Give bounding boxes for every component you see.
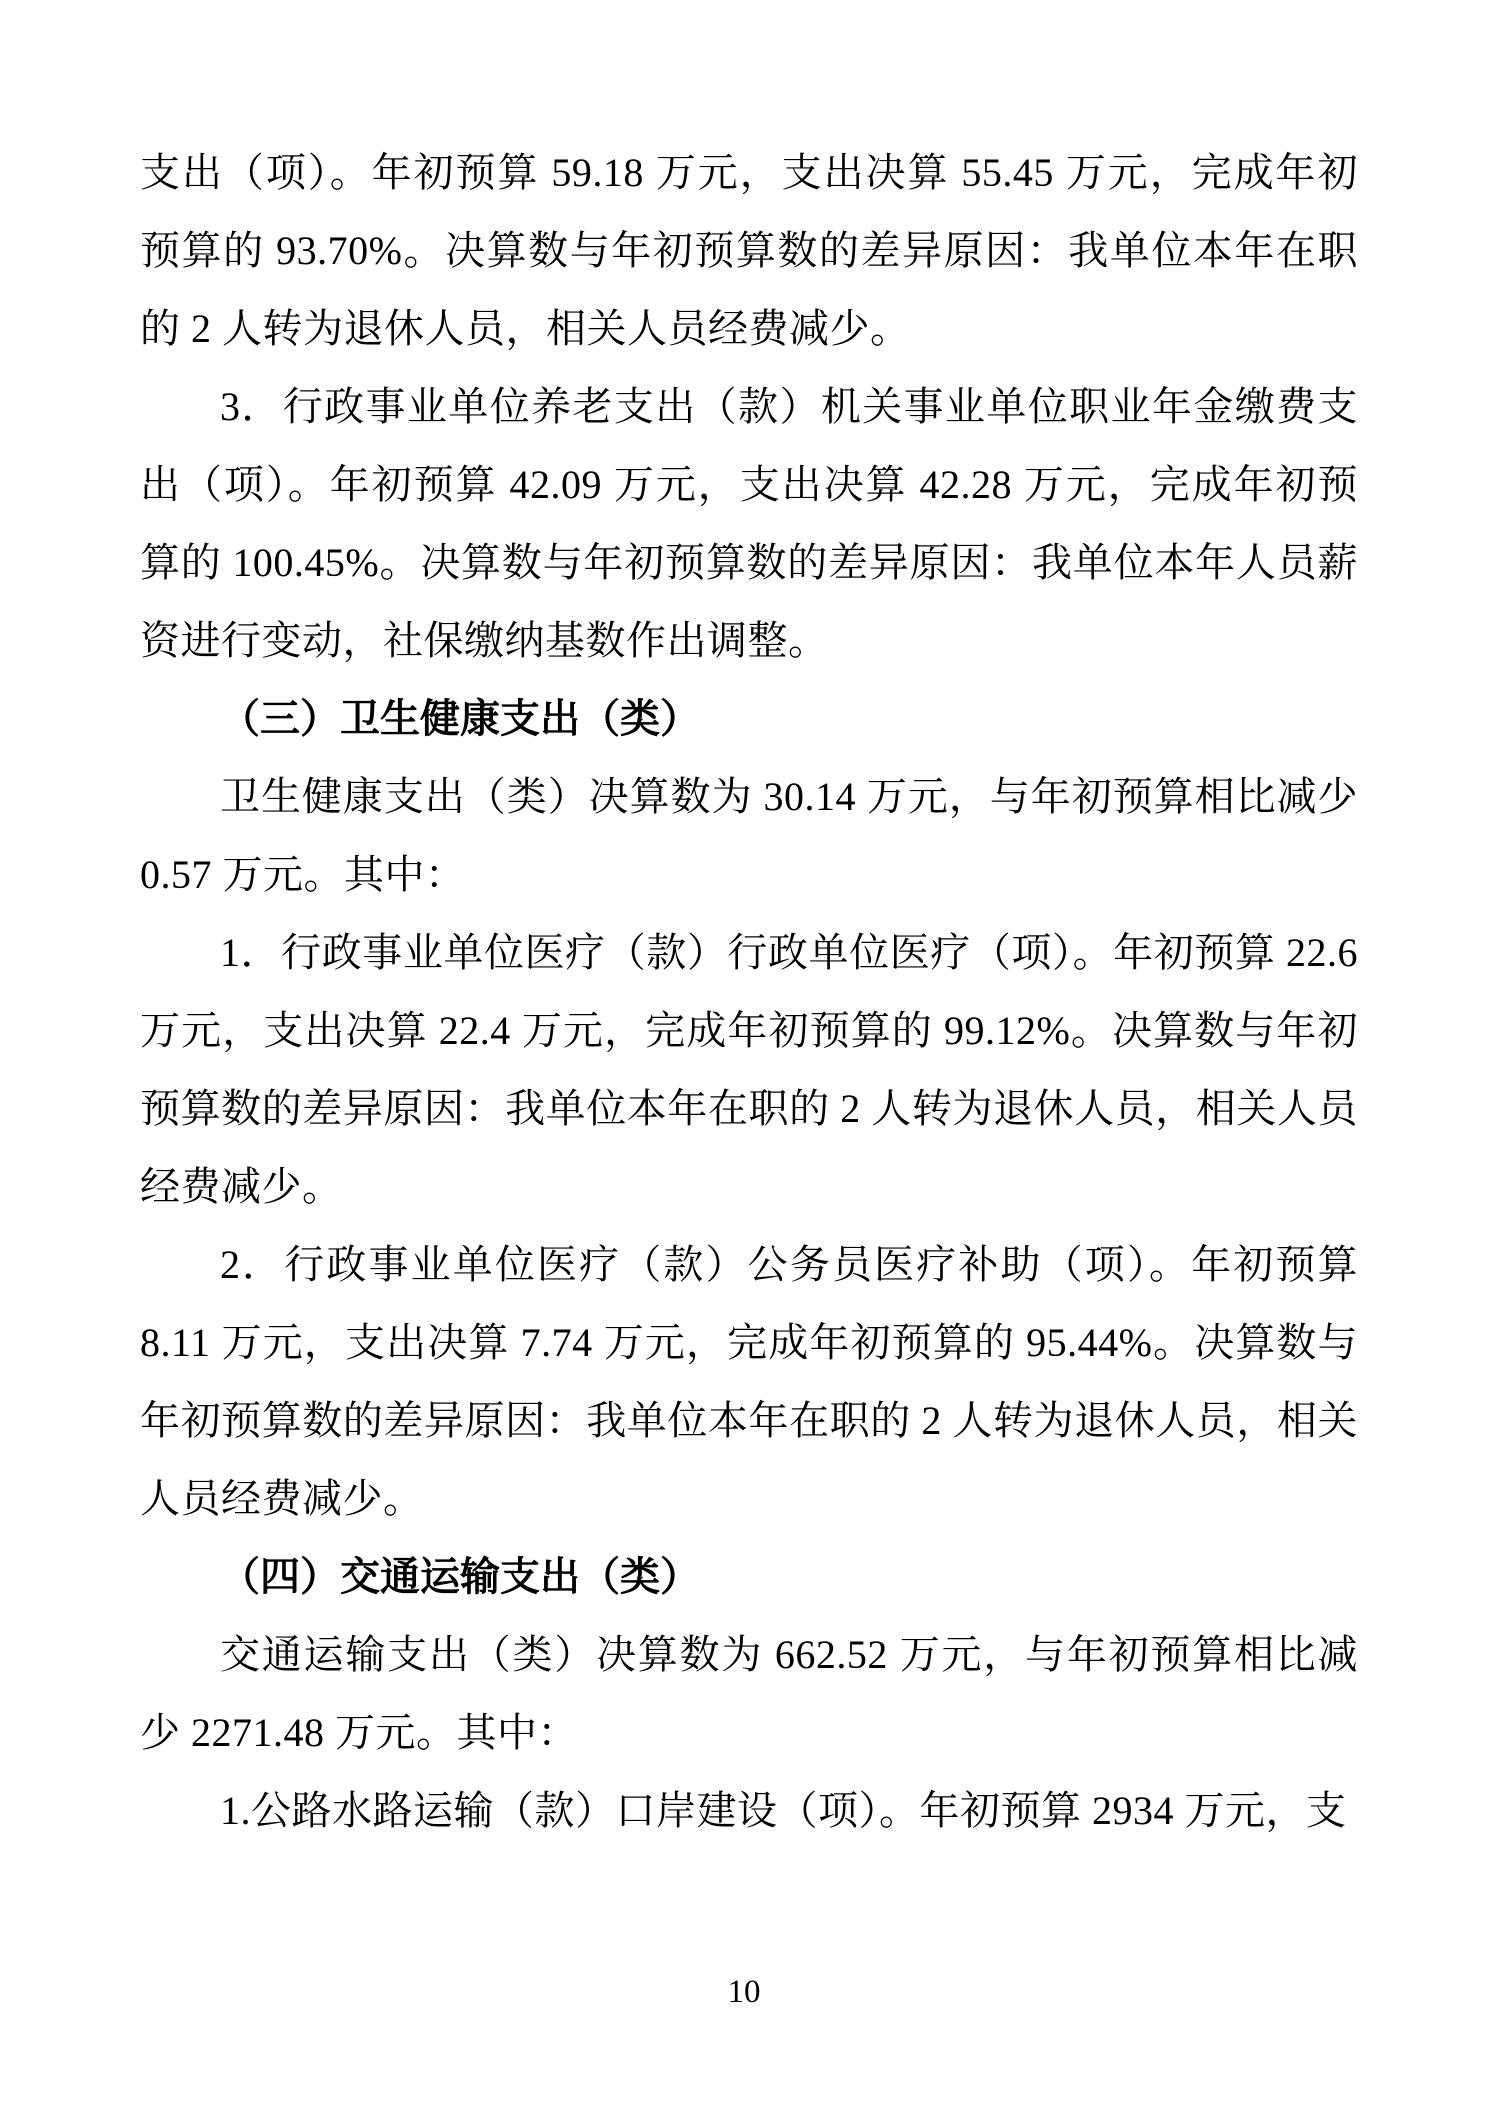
body-paragraph-item-2-civil-servant-medical: 2．行政事业单位医疗（款）公务员医疗补助（项）。年初预算 8.11 万元，支出决算 7.74 万元，完成年初预算的 95.44%。决算数与年初预算数的差异原因：我单位本年在职的 2 人转为退休人员，相关人员经费减少。 <box>140 1242 1358 1521</box>
section-heading-transport-expenditure: （四）交通运输支出（类） <box>220 1555 700 1599</box>
body-paragraph-continuation: 支出（项）。年初预算 59.18 万元，支出决算 55.45 万元，完成年初预算的 93.70%。决算数与年初预算数的差异原因：我单位本年在职的 2 人转为退休人员，相关人员经费减少。 <box>140 150 1358 351</box>
document-body <box>140 134 1358 1850</box>
page-number: 10 <box>727 1974 761 2010</box>
body-paragraph-health-summary: 卫生健康支出（类）决算数为 30.14 万元，与年初预算相比减少 0.57 万元。其中： <box>140 774 1358 897</box>
body-paragraph-item-3-pension: 3．行政事业单位养老支出（款）机关事业单位职业年金缴费支出（项）。年初预算 42.09 万元，支出决算 42.28 万元，完成年初预算的 100.45%。决算数与年初预算数的差异原因：我单位本年人员薪资进行变动，社保缴纳基数作出调整。 <box>140 384 1358 663</box>
section-heading-health-expenditure: （三）卫生健康支出（类） <box>220 697 700 741</box>
body-paragraph-transport-summary: 交通运输支出（类）决算数为 662.52 万元，与年初预算相比减少 2271.48 万元。其中： <box>140 1632 1358 1755</box>
body-paragraph-item-1-admin-medical: 1．行政事业单位医疗（款）行政单位医疗（项）。年初预算 22.6 万元，支出决算 22.4 万元，完成年初预算的 99.12%。决算数与年初预算数的差异原因：我单位本年在职的 2 人转为退休人员，相关人员经费减少。 <box>140 930 1358 1209</box>
body-paragraph-item-1-port-construction: 1.公路水路运输（款）口岸建设（项）。年初预算 2934 万元，支 <box>220 1788 1347 1833</box>
